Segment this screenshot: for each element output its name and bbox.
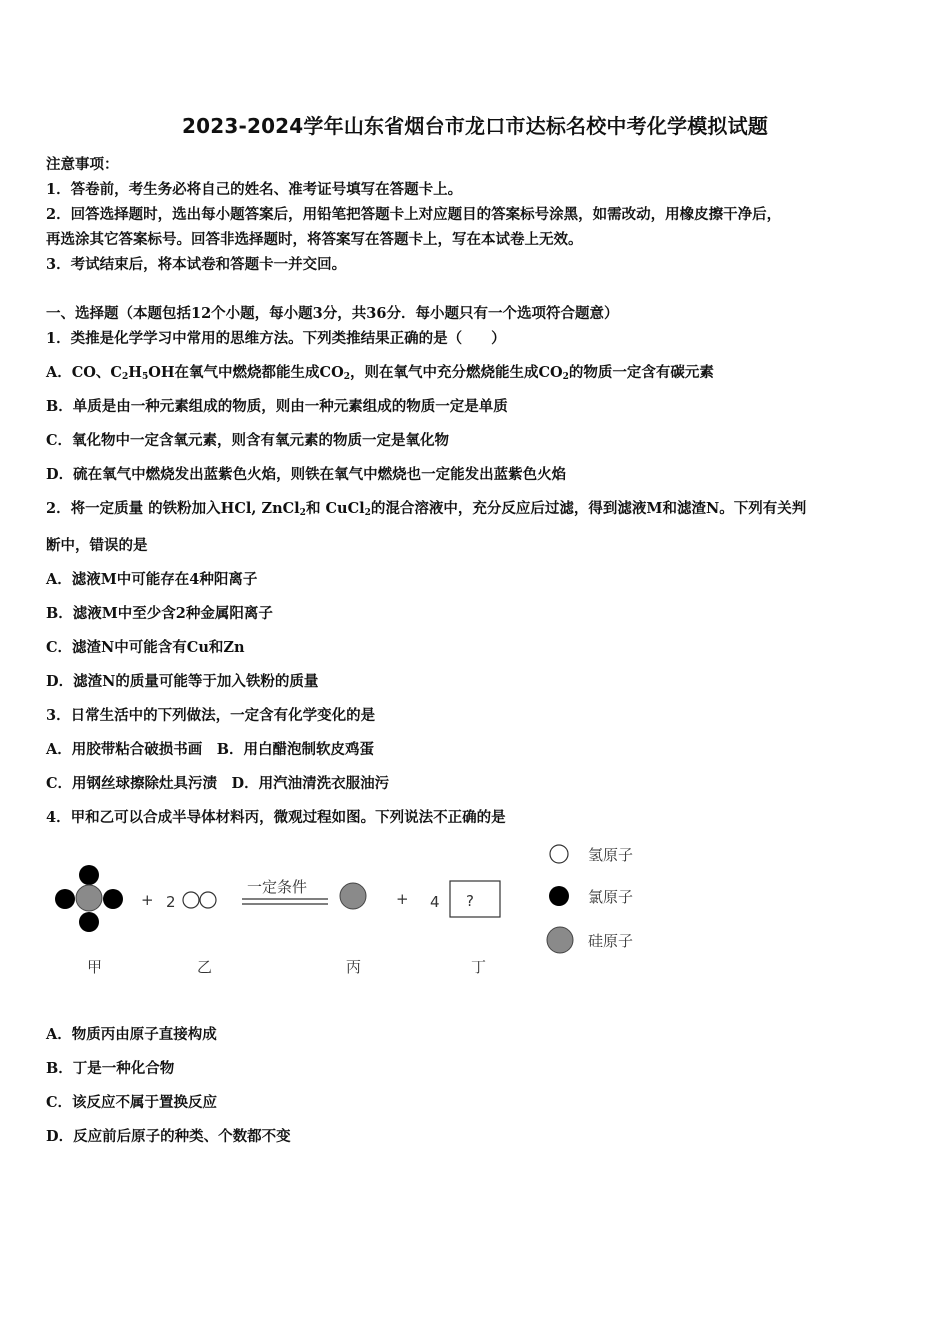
q1-option-c: C．氧化物中一定含氧元素，则含有氧元素的物质一定是氧化物 [46, 432, 450, 449]
q4-option-b: B．丁是一种化合物 [46, 1060, 175, 1077]
h-atom-2 [200, 892, 216, 908]
unknown-mark: ? [466, 892, 474, 910]
q1-a-part2: H [128, 364, 142, 381]
cl-atom-top [79, 865, 99, 885]
legend-cl-label: 氯原子 [588, 888, 634, 906]
notice-heading: 注意事项： [46, 156, 119, 173]
q4-option-c: C．该反应不属于置换反应 [46, 1094, 218, 1111]
q3-options-ab: A．用胶带粘合破损书画 B．用白醋泡制软皮鸡蛋 [46, 741, 375, 758]
q4-option-d: D．反应前后原子的种类、个数都不变 [46, 1128, 291, 1145]
h-atom-1 [183, 892, 199, 908]
label-yi: 乙 [197, 958, 213, 976]
legend-h-atom [550, 845, 568, 863]
q4-option-a: A．物质丙由原子直接构成 [46, 1026, 217, 1043]
q2-stem-sub2: 2 [364, 508, 371, 518]
reaction-condition: 一定条件 [247, 878, 308, 896]
q1-option-d: D．硫在氧气中燃烧发出蓝紫色火焰，则铁在氧气中燃烧也一定能发出蓝紫色火焰 [46, 466, 567, 483]
q1-a-part4: ，则在氧气中充分燃烧能生成CO [349, 364, 563, 381]
q2-option-d: D．滤渣N的质量可能等于加入铁粉的质量 [46, 673, 319, 690]
q4-stem: 4．甲和乙可以合成半导体材料丙，微观过程如图。下列说法不正确的是 [46, 809, 506, 826]
q1-a-part5: 的物质一定含有碳元素 [568, 364, 714, 381]
q2-stem-part2: 和 CuCl [305, 500, 365, 517]
coefficient-ding: 4 [430, 893, 440, 911]
q1-a-sub2: 5 [141, 372, 149, 382]
coefficient-yi: 2 [166, 893, 176, 911]
unknown-box [450, 881, 500, 917]
q2-option-b: B．滤液M中至少含2种金属阳离子 [46, 605, 273, 622]
label-ding: 丁 [471, 958, 487, 976]
q2-stem-cont: 断中，错误的是 [46, 537, 148, 554]
q1-a-part1: A．CO、C [46, 364, 122, 381]
q2-stem-part1: 2．将一定质量 的铁粉加入HCl, ZnCl [46, 500, 300, 517]
q2-option-c: C．滤渣N中可能含有Cu和Zn [46, 639, 245, 656]
molecule-yi [183, 892, 216, 908]
cl-atom-left [55, 889, 75, 909]
section-heading: 一、选择题（本题包括12个小题，每小题3分，共36分．每小题只有一个选项符合题意） [46, 305, 619, 322]
notice-item-3: 3．考试结束后，将本试卷和答题卡一并交回。 [46, 256, 347, 273]
legend-cl-atom [549, 886, 569, 906]
legend-si-atom [547, 927, 573, 953]
label-bing: 丙 [346, 958, 362, 976]
q1-option-b: B．单质是由一种元素组成的物质，则由一种元素组成的物质一定是单质 [46, 398, 508, 415]
q2-stem-sub1: 2 [299, 508, 306, 518]
reaction-diagram-svg [40, 836, 680, 986]
q1-a-sub1: 2 [121, 372, 129, 382]
si-atom [76, 885, 102, 911]
notice-item-1: 1．答卷前，考生务必将自己的姓名、准考证号填写在答题卡上。 [46, 181, 463, 198]
molecule-bing [340, 883, 366, 909]
q1-a-part3: OH在氧气中燃烧都能生成CO [148, 364, 344, 381]
plus-sign-2: + [396, 890, 409, 908]
molecule-jia [55, 865, 123, 932]
reaction-diagram [40, 836, 680, 986]
cl-atom-right [103, 889, 123, 909]
label-jia: 甲 [87, 958, 103, 976]
q3-options-cd: C．用钢丝球擦除灶具污渍 D．用汽油清洗衣服油污 [46, 775, 390, 792]
legend-h-label: 氢原子 [588, 846, 634, 864]
notice-item-2-cont: 再选涂其它答案标号。回答非选择题时，将答案写在答题卡上，写在本试卷上无效。 [46, 231, 583, 248]
cl-atom-bottom [79, 912, 99, 932]
page-title: 2023-2024学年山东省烟台市龙口市达标名校中考化学模拟试题 [181, 114, 769, 138]
q1-a-sub3: 2 [343, 372, 350, 382]
q3-stem: 3．日常生活中的下列做法，一定含有化学变化的是 [46, 707, 376, 724]
q2-option-a: A．滤液M中可能存在4种阳离子 [46, 571, 258, 588]
q1-stem: 1．类推是化学学习中常用的思维方法。下列类推结果正确的是（ ） [46, 330, 506, 347]
q2-stem [46, 497, 806, 518]
q1-option-a [46, 361, 714, 382]
legend-si-label: 硅原子 [588, 932, 634, 950]
plus-sign-1: + [141, 891, 154, 909]
q2-stem-part3: 的混合溶液中，充分反应后过滤，得到滤液M和滤渣N。下列有关判 [370, 500, 807, 517]
notice-item-2: 2．回答选择题时，选出每小题答案后，用铅笔把答题卡上对应题目的答案标号涂黑，如需改动，用橡皮擦干净后， [46, 206, 782, 223]
q1-a-sub4: 2 [562, 372, 569, 382]
